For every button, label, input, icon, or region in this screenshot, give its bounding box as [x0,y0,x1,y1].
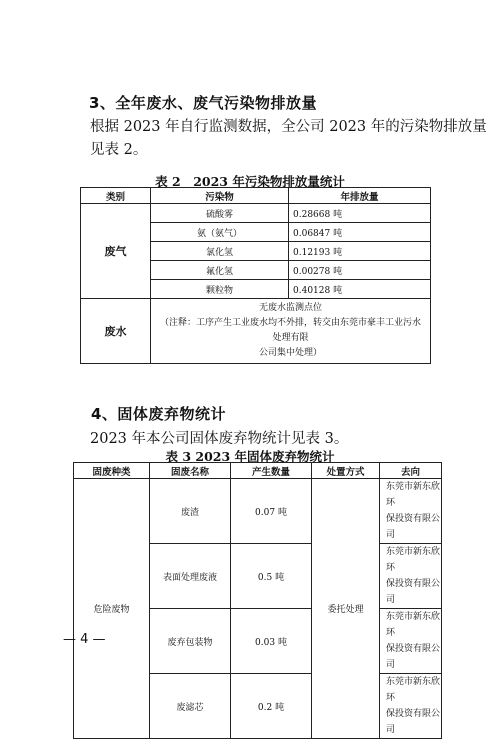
waste-name: 废渣 [150,479,231,544]
table-3-caption: 表 3 2023 年固体废弃物统计 [165,449,335,464]
table-3-header-row [74,463,442,479]
destination-line-1: 东莞市新东欣环 [386,612,441,638]
header-quantity: 产生数量 [231,463,312,479]
section-4-paragraph: 2023 年本公司固体废弃物统计见表 3。 [90,431,349,447]
destination-line-1: 东莞市新东欣环 [386,677,441,703]
header-category: 类别 [81,188,151,204]
destination-line-2: 保投资有限公司 [386,644,441,670]
waste-quantity: 0.07 吨 [231,479,312,544]
section-3-heading: 3、全年废水、废气污染物排放量 [89,94,317,112]
page-number: — 4 — [63,632,106,647]
wastewater-note-line-3: 公司集中处理） [258,348,322,358]
destination [380,544,442,609]
emission-amount: 0.00278 吨 [289,261,431,280]
destination [380,479,442,544]
header-disposal-method: 处置方式 [312,463,380,479]
section-3-paragraph-line-1: 根据 2023 年自行监测数据，全公司 2023 年的污染物排放量 [90,119,487,135]
destination-line-2: 保投资有限公司 [386,514,441,540]
destination [380,674,442,739]
pollutant-name: 颗粒物 [151,280,289,299]
wastewater-note [151,299,431,364]
pollutant-name: 硫酸雾 [151,204,289,223]
waste-name: 表面处理废液 [150,544,231,609]
category-gas: 废气 [81,204,151,299]
section-3-paragraph-line-2: 见表 2。 [90,142,148,158]
waste-name: 废滤芯 [150,674,231,739]
table-2-caption: 表 2 2023 年污染物排放量统计 [155,174,345,189]
destination-line-1: 东莞市新东欣环 [386,482,441,508]
emission-amount: 0.40128 吨 [289,280,431,299]
destination-line-1: 东莞市新东欣环 [386,547,441,573]
category-wastewater: 废水 [81,299,151,364]
header-annual-emission: 年排放量 [289,188,431,204]
section-4-heading: 4、固体废弃物统计 [91,405,226,423]
table-row [81,204,431,223]
waste-quantity: 0.03 吨 [231,609,312,674]
waste-category: 危险废物 [74,479,150,739]
pollutant-name: 氨（氨气） [151,223,289,242]
header-waste-name: 固废名称 [150,463,231,479]
header-pollutant: 污染物 [151,188,289,204]
emission-amount: 0.28668 吨 [289,204,431,223]
solid-waste-table [73,462,442,739]
header-destination: 去向 [380,463,442,479]
pollutant-emission-table [80,187,431,364]
table-2-header-row [81,188,431,204]
emission-amount: 0.12193 吨 [289,242,431,261]
wastewater-note-line-2: （注释：工序产生工业废水均不外排，转交由东莞市豪丰工业污水处理有限 [159,318,421,343]
header-waste-type: 固废种类 [74,463,150,479]
waste-name: 废弃包装物 [150,609,231,674]
waste-quantity: 0.5 吨 [231,544,312,609]
destination-line-2: 保投资有限公司 [386,709,441,735]
pollutant-name: 氟化氢 [151,261,289,280]
destination [380,609,442,674]
table-row [74,479,442,544]
wastewater-note-line-1: 无废水监测点位 [258,303,322,313]
disposal-method: 委托处理 [312,479,380,739]
waste-quantity: 0.2 吨 [231,674,312,739]
destination-line-2: 保投资有限公司 [386,579,441,605]
emission-amount: 0.06847 吨 [289,223,431,242]
pollutant-name: 氯化氢 [151,242,289,261]
table-row-wastewater [81,299,431,364]
